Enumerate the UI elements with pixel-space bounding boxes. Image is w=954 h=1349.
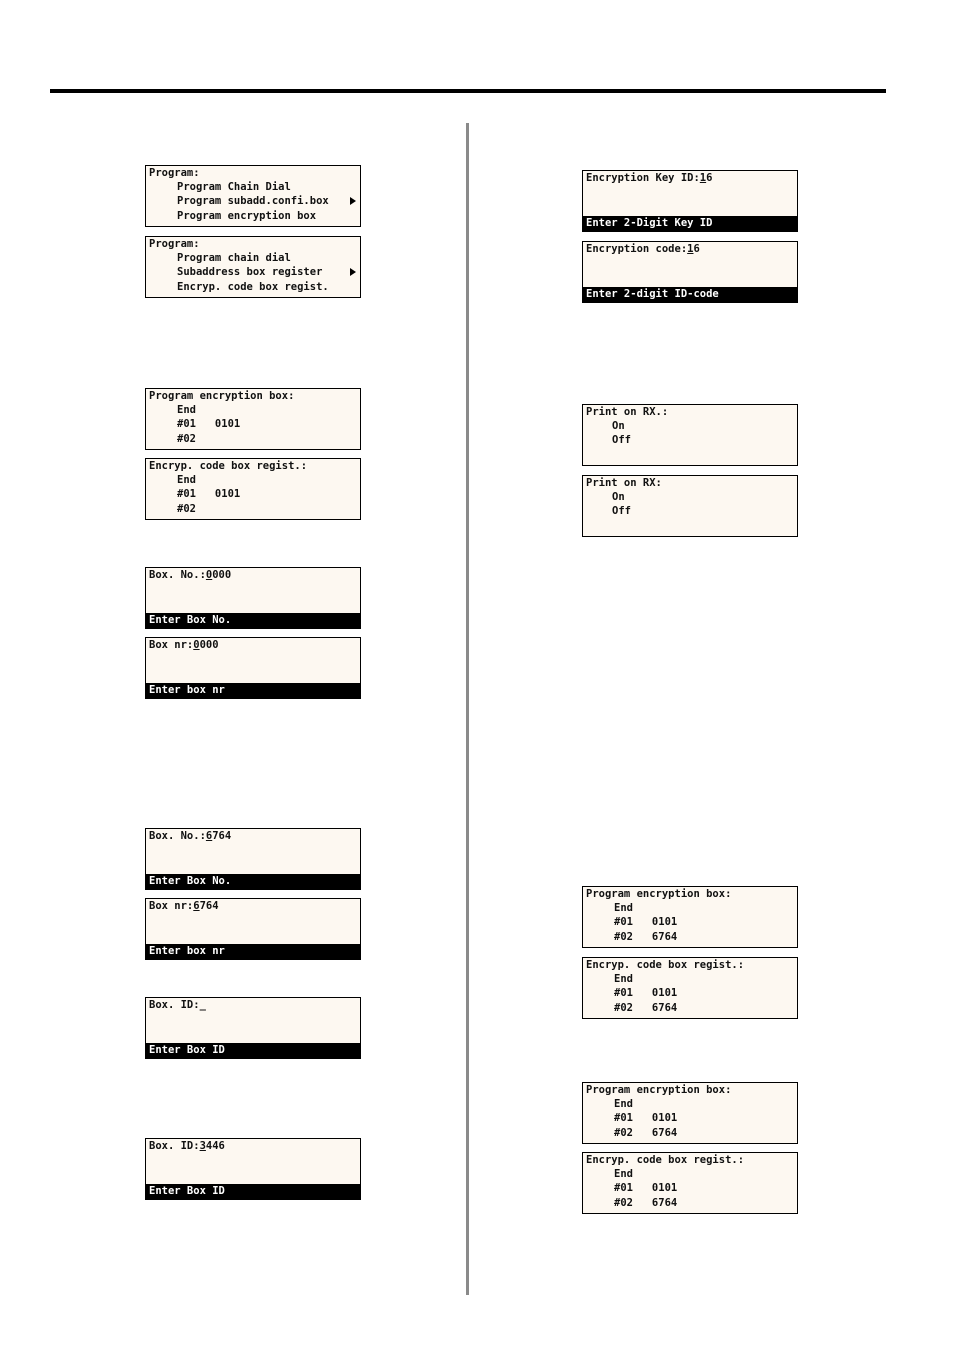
lcd-title: Print on RX.:: [586, 406, 669, 418]
input-line[interactable]: [149, 998, 206, 1012]
field-value: 000: [199, 639, 219, 651]
lcd-title: Program encryption box:: [586, 1084, 732, 1096]
lcd-encryption-code: [582, 241, 798, 303]
lcd-print-on-rx-alt: [582, 475, 798, 537]
lcd-box-no-filled: [145, 828, 361, 890]
list-item[interactable]: #02: [177, 433, 196, 445]
cursor-digit: 0: [193, 639, 200, 651]
input-line[interactable]: [149, 568, 231, 582]
field-value: 6: [693, 243, 700, 255]
field-value: 764: [199, 900, 219, 912]
lcd-code-box-list-final: [582, 1152, 798, 1214]
lcd-program-menu-en: [145, 165, 361, 227]
lcd-box-id-filled: [145, 1138, 361, 1200]
input-line[interactable]: [149, 829, 231, 843]
input-line[interactable]: [149, 1139, 225, 1153]
field-label: Box. ID:: [149, 999, 200, 1011]
status-bar: Enter Box ID: [146, 1043, 360, 1058]
list-item[interactable]: #01 0101: [614, 987, 678, 999]
option-on[interactable]: On: [612, 491, 625, 503]
pointer-arrow-icon: [350, 268, 356, 276]
list-item-end[interactable]: End: [614, 902, 633, 914]
status-bar: Enter 2-digit ID-code: [583, 287, 797, 302]
lcd-encryption-box-list: [145, 388, 361, 450]
list-item[interactable]: #01 0101: [614, 916, 678, 928]
cursor-digit: 6: [193, 900, 200, 912]
list-item-end[interactable]: End: [177, 474, 196, 486]
lcd-code-box-list: [145, 458, 361, 520]
status-bar: Enter Box No.: [146, 613, 360, 628]
lcd-encryption-box-list-final: [582, 1082, 798, 1144]
lcd-title: Program:: [149, 238, 200, 250]
header-rule: [50, 89, 886, 93]
option-off[interactable]: Off: [612, 434, 631, 446]
list-item[interactable]: #01 0101: [177, 488, 241, 500]
list-item-end[interactable]: End: [177, 404, 196, 416]
status-bar: Enter 2-Digit Key ID: [583, 216, 797, 231]
cursor-digit: 1: [699, 172, 707, 184]
list-item[interactable]: #02 6764: [614, 1127, 678, 1139]
menu-item[interactable]: Program Chain Dial: [177, 181, 291, 193]
list-item-end[interactable]: End: [614, 1168, 633, 1180]
menu-item-selected[interactable]: Subaddress box register: [177, 266, 323, 278]
lcd-code-box-list-updated: [582, 957, 798, 1019]
lcd-print-on-rx-en: [582, 404, 798, 466]
field-label: Box. No.:: [149, 830, 206, 842]
column-divider: [466, 123, 469, 1295]
lcd-title: Encryp. code box regist.:: [149, 460, 308, 472]
menu-item[interactable]: Program encryption box: [177, 210, 317, 222]
field-value: 6: [706, 172, 713, 184]
lcd-box-no-entry: [145, 567, 361, 629]
status-bar: Enter box nr: [146, 683, 360, 698]
field-label: Encryption code:: [586, 243, 688, 255]
cursor-digit: 1: [687, 243, 694, 255]
cursor-digit: 3: [199, 1140, 206, 1152]
input-line[interactable]: [149, 638, 219, 652]
list-item-end[interactable]: End: [614, 973, 633, 985]
option-off[interactable]: Off: [612, 505, 631, 517]
menu-item-selected[interactable]: Program subadd.confi.box: [177, 195, 329, 207]
field-value: 000: [212, 569, 232, 581]
lcd-box-nr-filled: [145, 898, 361, 960]
menu-item[interactable]: Program chain dial: [177, 252, 291, 264]
cursor-underscore: _: [199, 999, 206, 1011]
field-label: Box nr:: [149, 900, 194, 912]
input-line[interactable]: [586, 171, 712, 185]
pointer-arrow-icon: [350, 197, 356, 205]
field-label: Encryption Key ID:: [586, 172, 700, 184]
list-item[interactable]: #02 6764: [614, 1197, 678, 1209]
field-value: 764: [212, 830, 232, 842]
field-label: Box. ID:: [149, 1140, 200, 1152]
lcd-encryption-box-list-updated: [582, 886, 798, 948]
status-bar: Enter Box ID: [146, 1184, 360, 1199]
list-item[interactable]: #01 0101: [614, 1182, 678, 1194]
cursor-digit: 6: [205, 830, 213, 842]
list-item[interactable]: #02 6764: [614, 931, 678, 943]
lcd-title: Encryp. code box regist.:: [586, 959, 745, 971]
lcd-box-id-empty: [145, 997, 361, 1059]
lcd-title: Program encryption box:: [149, 390, 295, 402]
lcd-box-nr-entry: [145, 637, 361, 699]
list-item[interactable]: #02: [177, 503, 196, 515]
lcd-encryption-key-id: [582, 170, 798, 232]
field-label: Box. No.:: [149, 569, 206, 581]
status-bar: Enter Box No.: [146, 874, 360, 889]
list-item[interactable]: #02 6764: [614, 1002, 678, 1014]
lcd-title: Print on RX:: [586, 477, 662, 489]
lcd-program-menu-alt: [145, 236, 361, 298]
input-line[interactable]: [586, 242, 700, 256]
list-item[interactable]: #01 0101: [177, 418, 241, 430]
field-label: Box nr:: [149, 639, 194, 651]
list-item[interactable]: #01 0101: [614, 1112, 678, 1124]
input-line[interactable]: [149, 899, 219, 913]
lcd-title: Program:: [149, 167, 200, 179]
lcd-title: Encryp. code box regist.:: [586, 1154, 745, 1166]
lcd-title: Program encryption box:: [586, 888, 732, 900]
option-on[interactable]: On: [612, 420, 625, 432]
status-bar: Enter box nr: [146, 944, 360, 959]
list-item-end[interactable]: End: [614, 1098, 633, 1110]
menu-item[interactable]: Encryp. code box regist.: [177, 281, 329, 293]
cursor-digit: 0: [205, 569, 213, 581]
field-value: 446: [205, 1140, 225, 1152]
